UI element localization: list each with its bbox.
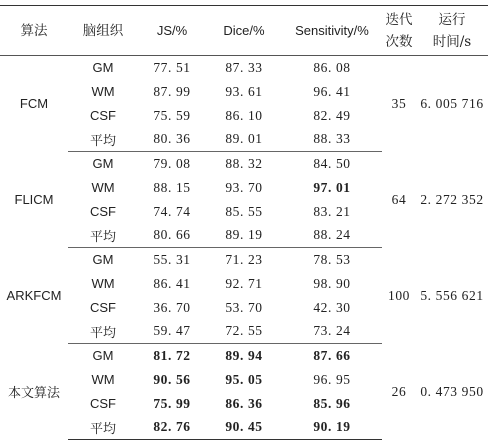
js-value: 74. 74: [153, 203, 191, 219]
algorithm-name-proposed: 本文算法: [7, 386, 60, 401]
header-iterations-line2: 次数: [385, 33, 413, 50]
sensitivity-value: 96. 95: [313, 371, 351, 387]
js-value: 75. 99: [153, 395, 191, 411]
table-header-row: [0, 6, 488, 56]
dice-value: 95. 05: [225, 371, 263, 387]
js-value: 77. 51: [153, 59, 191, 75]
table-row: [0, 248, 488, 272]
sensitivity-value: 73. 24: [282, 320, 382, 344]
header-runtime-line2: 时间/s: [432, 33, 472, 50]
tissue-cell: GM: [92, 156, 114, 172]
dice-value: 86. 10: [225, 107, 263, 123]
js-value: 75. 59: [153, 107, 191, 123]
sensitivity-value: 42. 30: [313, 299, 351, 315]
table-row: [0, 56, 488, 80]
sensitivity-value: 97. 01: [313, 179, 351, 195]
header-tissue: 脑组织: [68, 6, 138, 56]
algorithm-name-fcm: FCM: [19, 96, 49, 112]
dice-value: 87. 33: [225, 59, 263, 75]
sensitivity-value: 86. 08: [313, 59, 351, 75]
tissue-cell: WM: [91, 180, 115, 195]
segmentation-results-table: [0, 5, 488, 440]
tissue-cell: GM: [92, 252, 114, 268]
sensitivity-value: 90. 19: [282, 416, 382, 440]
tissue-cell: CSF: [90, 108, 116, 123]
dice-value: 71. 23: [225, 251, 263, 267]
header-iterations: [382, 6, 416, 56]
sensitivity-value: 87. 66: [313, 347, 351, 363]
table-row: [0, 152, 488, 176]
tissue-cell: GM: [92, 60, 114, 76]
js-value: 55. 31: [153, 251, 191, 267]
header-sensitivity: Sensitivity/%: [282, 6, 382, 56]
sensitivity-value: 83. 21: [313, 203, 351, 219]
tissue-cell: CSF: [90, 300, 116, 315]
dice-value: 89. 94: [225, 347, 263, 363]
sensitivity-value: 82. 49: [313, 107, 351, 123]
header-dice: Dice/%: [206, 6, 282, 56]
dice-value: 92. 71: [225, 275, 263, 291]
tissue-cell: 平均: [68, 224, 138, 248]
dice-value: 88. 32: [225, 155, 263, 171]
header-js: JS/%: [138, 6, 206, 56]
js-value: 80. 66: [138, 224, 206, 248]
js-value: 82. 76: [138, 416, 206, 440]
dice-value: 93. 70: [225, 179, 263, 195]
tissue-cell: 平均: [68, 416, 138, 440]
dice-value: 53. 70: [225, 299, 263, 315]
runtime-value: 2. 272 352: [420, 191, 484, 207]
runtime-value: 0. 473 950: [420, 383, 484, 399]
algorithm-name-arkfcm: ARKFCM: [6, 288, 62, 303]
header-runtime: [416, 6, 488, 56]
header-runtime-line1: 运行: [438, 11, 466, 28]
dice-value: 89. 19: [206, 224, 282, 248]
dice-value: 90. 45: [206, 416, 282, 440]
sensitivity-value: 84. 50: [313, 155, 351, 171]
dice-value: 86. 36: [225, 395, 263, 411]
tissue-cell: CSF: [90, 204, 116, 219]
js-value: 88. 15: [153, 179, 191, 195]
js-value: 36. 70: [153, 299, 191, 315]
tissue-cell: CSF: [90, 396, 116, 411]
iterations-value: 26: [391, 383, 407, 399]
iterations-value: 100: [387, 287, 411, 303]
sensitivity-value: 88. 33: [282, 128, 382, 152]
js-value: 86. 41: [153, 275, 191, 291]
js-value: 90. 56: [153, 371, 191, 387]
iterations-value: 64: [391, 191, 407, 207]
sensitivity-value: 98. 90: [313, 275, 351, 291]
sensitivity-value: 85. 96: [313, 395, 351, 411]
table-row: [0, 344, 488, 368]
dice-value: 89. 01: [206, 128, 282, 152]
header-iterations-line1: 迭代: [385, 11, 413, 28]
tissue-cell: WM: [91, 84, 115, 99]
sensitivity-value: 88. 24: [282, 224, 382, 248]
js-value: 81. 72: [153, 347, 191, 363]
sensitivity-value: 78. 53: [313, 251, 351, 267]
algorithm-name-flicm: FLICM: [14, 192, 54, 207]
tissue-cell: WM: [91, 372, 115, 387]
js-value: 87. 99: [153, 83, 191, 99]
tissue-cell: WM: [91, 276, 115, 291]
sensitivity-value: 96. 41: [313, 83, 351, 99]
js-value: 80. 36: [138, 128, 206, 152]
tissue-cell: GM: [92, 348, 114, 364]
runtime-value: 6. 005 716: [420, 95, 484, 111]
header-algorithm: 算法: [0, 6, 68, 56]
js-value: 79. 08: [153, 155, 191, 171]
dice-value: 72. 55: [206, 320, 282, 344]
tissue-cell: 平均: [68, 320, 138, 344]
js-value: 59. 47: [138, 320, 206, 344]
runtime-value: 5. 556 621: [420, 287, 484, 303]
dice-value: 93. 61: [225, 83, 263, 99]
iterations-value: 35: [391, 95, 407, 111]
dice-value: 85. 55: [225, 203, 263, 219]
tissue-cell: 平均: [68, 128, 138, 152]
